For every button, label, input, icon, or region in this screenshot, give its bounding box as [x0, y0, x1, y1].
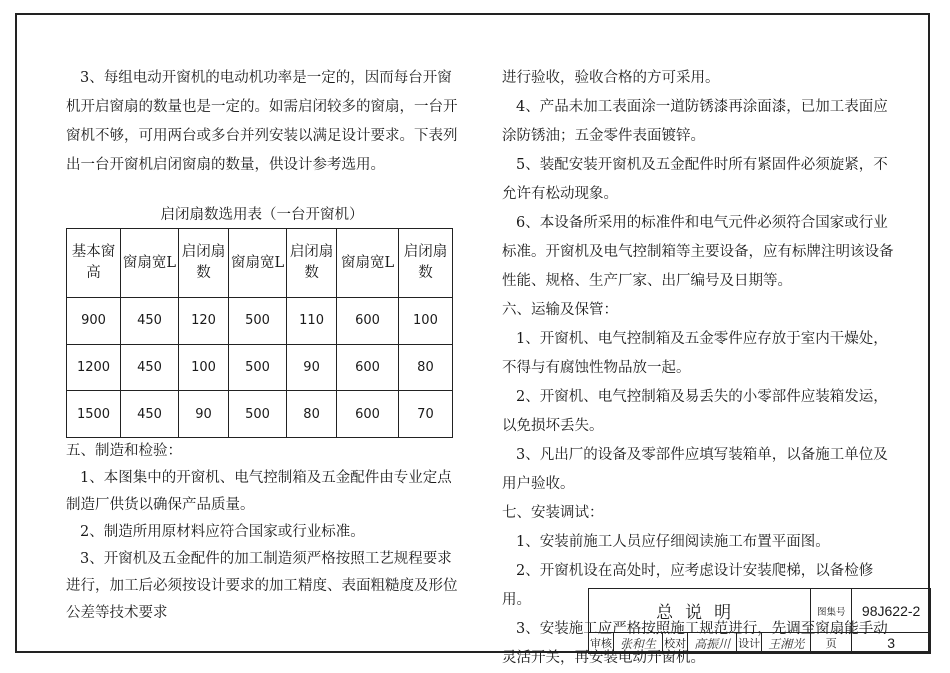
table-cell: 1200	[67, 344, 121, 391]
atlas-number: 98J622-2	[852, 589, 931, 633]
left-column-top	[66, 64, 458, 180]
table-cell: 500	[229, 298, 287, 345]
table-cell: 80	[398, 344, 452, 391]
table-cell: 500	[229, 344, 287, 391]
header-cell: 启闭扇数	[286, 229, 336, 298]
table-cell: 120	[178, 298, 228, 345]
atlas-label: 图集号	[811, 589, 852, 633]
table-cell: 90	[286, 344, 336, 391]
table-cell: 450	[121, 344, 179, 391]
table-cell: 600	[337, 391, 399, 438]
section-7-heading: 七、安装调试：	[502, 505, 604, 521]
section-5	[66, 438, 458, 627]
section-5-item: 2、制造所用原材料应符合国家或行业标准。	[80, 524, 365, 540]
table-row	[67, 344, 453, 391]
continued-paragraph: 进行验收，验收合格的方可采用。	[502, 70, 720, 86]
header-cell: 启闭扇数	[398, 229, 452, 298]
section-5-heading: 五、制造和检验：	[66, 443, 182, 459]
header-cell: 启闭扇数	[178, 229, 228, 298]
review-signature: 张和生	[614, 633, 663, 654]
section-7-item: 1、安装前施工人员应仔细阅读施工布置平面图。	[516, 534, 830, 550]
section-5-item: 5、装配安装开窗机及五金配件时所有紧固件必须旋紧，不允许有松动现象。	[502, 157, 888, 202]
right-column	[502, 64, 900, 673]
section-6-item: 3、凡出厂的设备及零部件应填写装箱单，以备施工单位及用户验收。	[502, 447, 888, 492]
section-6-heading: 六、运输及保管：	[502, 302, 618, 318]
sheet-title: 总说明	[589, 589, 811, 633]
title-block	[588, 588, 931, 654]
table-cell: 100	[398, 298, 452, 345]
table-cell: 500	[229, 391, 287, 438]
design-label: 设计	[737, 633, 762, 654]
table-cell: 450	[121, 298, 179, 345]
table-row	[67, 298, 453, 345]
section-6-item: 1、开窗机、电气控制箱及五金零件应存放于室内干燥处，不得与有腐蚀性物品放一起。	[502, 331, 888, 376]
table-cell: 600	[337, 298, 399, 345]
table-header-row	[67, 229, 453, 298]
table-cell: 70	[398, 391, 452, 438]
table-cell: 110	[286, 298, 336, 345]
section-7-item: 3、安装施工应严格按照施工规范进行，先调至窗扇能手动灵活开关，再安装电动开窗机。	[502, 621, 888, 666]
page-label: 页	[811, 633, 852, 654]
section-7-item: 2、开窗机设在高处时，应考虑设计安装爬梯，以备检修用。	[502, 563, 874, 608]
table-cell: 80	[286, 391, 336, 438]
check-label: 校对	[663, 633, 688, 654]
table-cell: 100	[178, 344, 228, 391]
section-5-item: 1、本图集中的开窗机、电气控制箱及五金配件由专业定点制造厂供货以确保产品质量。	[66, 470, 452, 513]
header-cell: 窗扇宽L	[121, 229, 179, 298]
section-5-item: 4、产品未加工表面涂一道防锈漆再涂面漆，已加工表面应涂防锈油；五金零件表面镀锌。	[502, 99, 888, 144]
table-cell: 900	[67, 298, 121, 345]
review-label: 审核	[589, 633, 614, 654]
header-cell: 窗扇宽L	[229, 229, 287, 298]
paragraph-3: 3、每组电动开窗机的电动机功率是一定的，因而每台开窗机开启窗扇的数量也是一定的。如需启闭较多的窗扇，一台开窗机不够，可用两台或多台并列安装以满足设计要求。下表列出一台开窗机启闭窗扇的数量，供设计参考选用。	[66, 70, 458, 173]
section-5-item: 3、开窗机及五金配件的加工制造须严格按照工艺规程要求进行，加工后必须按设计要求的加工精度、表面粗糙度及形位公差等技术要求	[66, 551, 458, 621]
check-signature: 高振川	[688, 633, 737, 654]
table-title: 启闭扇数选用表（一台开窗机）	[160, 207, 364, 223]
section-5-item: 6、本设备所采用的标准件和电气元件必须符合国家或行业标准。开窗机及电气控制箱等主要设备，应有标牌注明该设备性能、规格、生产厂家、出厂编号及日期等。	[502, 215, 894, 289]
header-cell: 窗扇宽L	[337, 229, 399, 298]
header-cell: 基本窗高	[67, 229, 121, 298]
design-signature: 王湘光	[762, 633, 811, 654]
table-cell: 90	[178, 391, 228, 438]
section-6-item: 2、开窗机、电气控制箱及易丢失的小零部件应装箱发运，以免损坏丢失。	[502, 389, 888, 434]
table-row	[67, 391, 453, 438]
table-cell: 450	[121, 391, 179, 438]
selection-table	[66, 228, 453, 438]
table-cell: 600	[337, 344, 399, 391]
page-number: 3	[852, 633, 931, 654]
table-cell: 1500	[67, 391, 121, 438]
